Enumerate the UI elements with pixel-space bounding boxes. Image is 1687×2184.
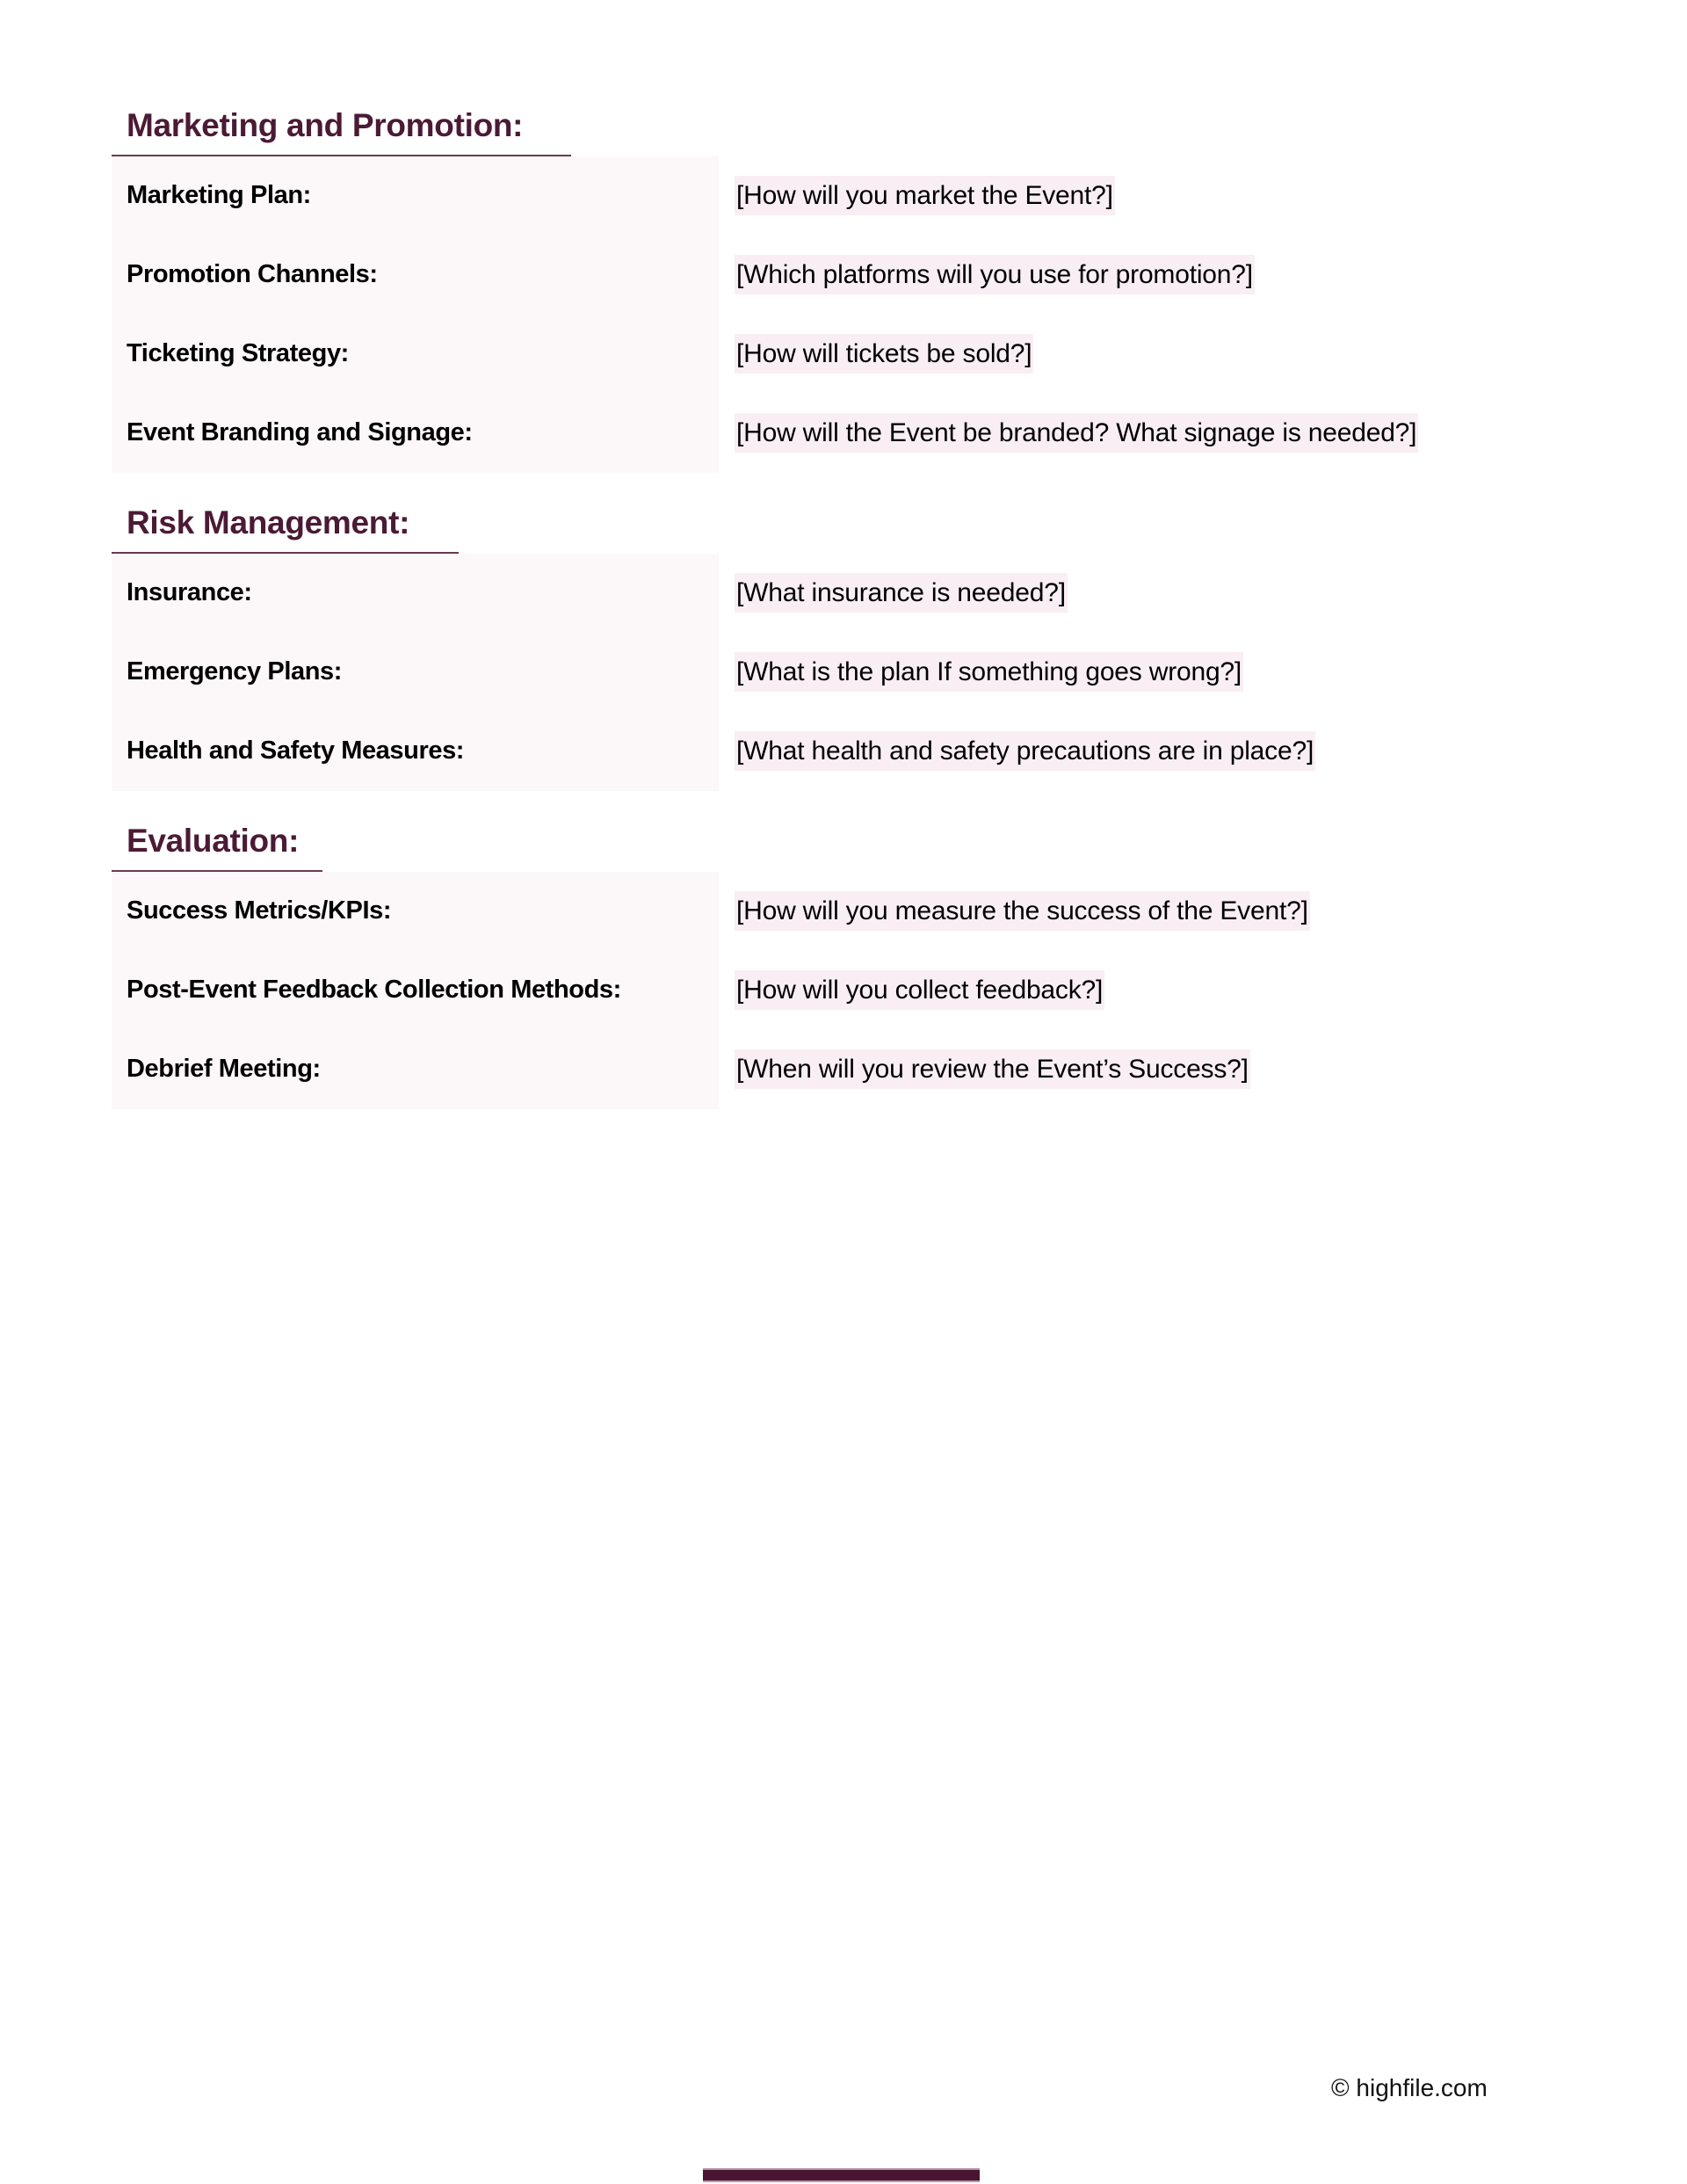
field-row-emergency-plans: [112, 633, 1605, 712]
field-value-placeholder[interactable]: [When will you review the Event’s Success?]: [735, 1049, 1250, 1089]
field-label: Health and Safety Measures:: [127, 736, 465, 765]
field-row-marketing-plan: [112, 156, 1605, 236]
section-heading: [112, 817, 1605, 872]
section-heading: [112, 102, 1605, 156]
field-label: Insurance:: [127, 578, 252, 606]
field-value-placeholder[interactable]: [How will you measure the success of the Event?]: [735, 891, 1310, 931]
field-list: [112, 872, 1605, 1109]
footer-copyright: © highfile.com: [1331, 2074, 1488, 2101]
field-row-success-metrics-kpis: [112, 872, 1605, 951]
field-value-placeholder[interactable]: [How will tickets be sold?]: [735, 334, 1033, 374]
field-row-health-and-safety-measures: [112, 712, 1605, 791]
section-heading: [112, 499, 1605, 554]
field-list: [112, 156, 1605, 473]
field-list: [112, 554, 1605, 791]
section-evaluation: [112, 817, 1605, 1109]
field-value-placeholder[interactable]: [What health and safety precautions are in place?]: [735, 731, 1315, 771]
field-value-placeholder[interactable]: [How will you collect feedback?]: [735, 970, 1104, 1010]
field-value-placeholder[interactable]: [How will the Event be branded? What signage is needed?]: [735, 413, 1418, 453]
field-value-placeholder[interactable]: [What is the plan If something goes wrong?]: [735, 652, 1243, 692]
field-row-insurance: [112, 554, 1605, 633]
field-row-event-branding-and-signage: [112, 394, 1605, 473]
footer-decorative-bar: [703, 2168, 980, 2182]
section-marketing-and-promotion: [112, 102, 1605, 473]
field-row-promotion-channels: [112, 236, 1605, 315]
field-label: Emergency Plans:: [127, 657, 343, 686]
field-label: Promotion Channels:: [127, 260, 378, 288]
field-label: Ticketing Strategy:: [127, 339, 349, 367]
field-label: Marketing Plan:: [127, 181, 311, 209]
section-title: Evaluation:: [127, 823, 300, 859]
field-row-debrief-meeting: [112, 1030, 1605, 1109]
field-value-placeholder[interactable]: [How will you market the Event?]: [735, 176, 1115, 215]
section-risk-management: [112, 499, 1605, 791]
field-value-placeholder[interactable]: [What insurance is needed?]: [735, 573, 1068, 613]
field-label: Success Metrics/KPIs:: [127, 896, 392, 925]
section-title: Risk Management:: [127, 504, 410, 541]
field-label: Event Branding and Signage:: [127, 418, 473, 446]
field-label: Debrief Meeting:: [127, 1055, 321, 1083]
field-row-post-event-feedback-collection-methods: [112, 951, 1605, 1030]
section-title: Marketing and Promotion:: [127, 107, 524, 143]
field-value-placeholder[interactable]: [Which platforms will you use for promotion?]: [735, 255, 1255, 294]
field-row-ticketing-strategy: [112, 315, 1605, 394]
field-label: Post-Event Feedback Collection Methods:: [127, 976, 621, 1004]
